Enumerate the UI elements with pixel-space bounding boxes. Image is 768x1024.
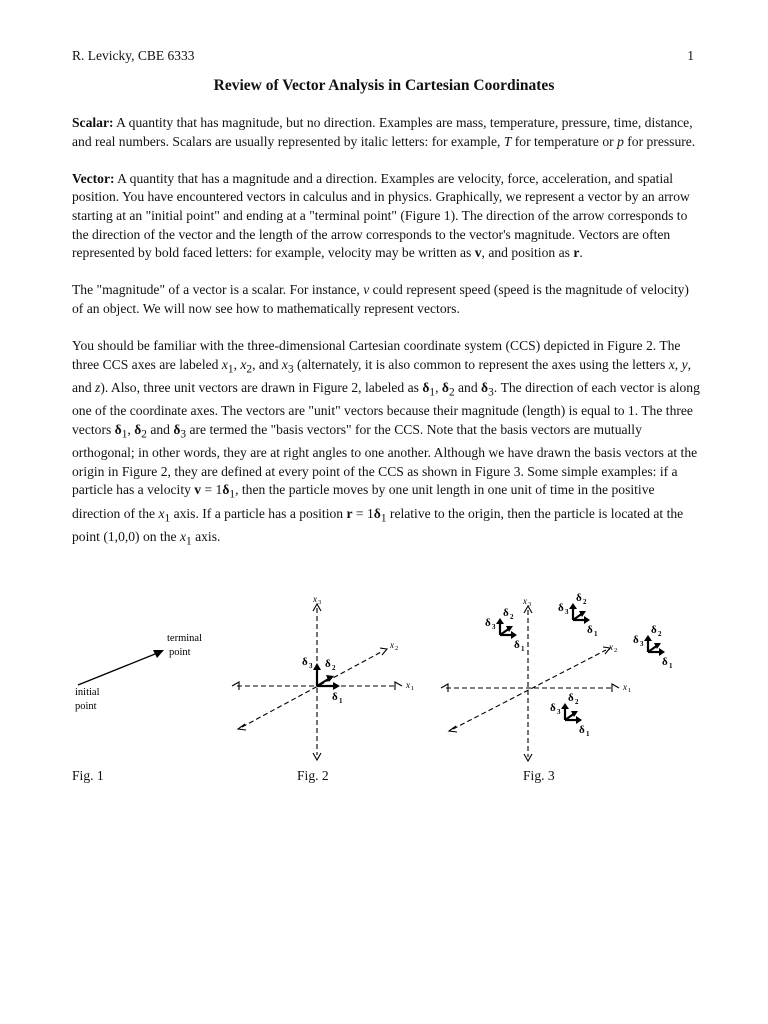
axis-label: x <box>221 356 228 372</box>
figure-2-drawing <box>225 590 425 765</box>
delta-2-label: δ <box>576 592 582 604</box>
figure-3-caption: Fig. 3 <box>523 768 555 783</box>
page-header <box>72 48 696 68</box>
ccs-text: , then the particle moves by one unit length in one unit of time in the positive direction of the <box>72 482 655 521</box>
delta-symbol: δ <box>173 421 181 437</box>
figure-1-caption: Fig. 1 <box>72 768 104 783</box>
delta-symbol: δ <box>481 380 489 396</box>
scalar-symbol-p: p <box>617 133 624 149</box>
basis-vector-1-head <box>659 648 665 656</box>
ccs-text: , <box>674 356 682 372</box>
delta-subscript: 2 <box>448 386 455 399</box>
basis-vector-1-head <box>576 716 582 724</box>
delta-3-label: δ <box>550 702 556 714</box>
delta-subscript: 2 <box>141 428 147 441</box>
x1-axis-arrowhead <box>612 684 619 692</box>
scalar-text: for pressure. <box>623 133 696 149</box>
x3-axis-label-subscript: 3 <box>528 601 532 608</box>
x2-axis-label-subscript: 2 <box>614 647 618 654</box>
delta-2-label: δ <box>325 658 331 670</box>
delta-1-label-subscript: 1 <box>594 630 598 638</box>
figure-2-caption: Fig. 2 <box>297 768 329 783</box>
initial-point-label: initial <box>75 687 100 698</box>
ccs-text: = 1 <box>352 505 374 521</box>
delta-symbol: δ <box>441 380 449 396</box>
magnitude-symbol-v: v <box>363 282 370 298</box>
delta-1-label-subscript: 1 <box>339 697 343 705</box>
delta-2-label-subscript: 2 <box>575 698 579 706</box>
page-title: Review of Vector Analysis in Cartesian Coordinates <box>213 77 555 94</box>
delta-3-subscript: 3 <box>309 662 313 670</box>
delta-subscript: 3 <box>488 386 494 399</box>
magnitude-text: could represent speed (speed is the magnitude of velocity) of an object. We will now see how to mathematically represent vectors. <box>72 282 689 316</box>
axis-label: x <box>179 529 187 545</box>
delta-2-label: δ <box>568 692 574 704</box>
ccs-text: relative to the origin, then the particle is located at the point (1,0,0) on the <box>72 505 684 545</box>
delta-1-label-subscript: 1 <box>669 662 673 670</box>
delta-1-label: δ <box>579 724 585 736</box>
scalar-text: A quantity that has magnitude, but no direction. Examples are mass, temperature, pressure, time, distance, and real numbers. Scalars are usually represented by italic letters: for example, <box>72 115 693 149</box>
delta-subscript: 1 <box>380 512 387 525</box>
ccs-text: axis. <box>191 529 221 545</box>
delta-1-label: δ <box>514 639 520 651</box>
scalar-symbol-t: T <box>503 133 512 149</box>
ccs-paragraph <box>72 337 700 551</box>
delta-2-label: δ <box>651 624 657 636</box>
axis-label: x <box>158 505 165 521</box>
delta-subscript: 1 <box>121 428 128 441</box>
ccs-text: = 1 <box>201 482 223 498</box>
delta-subscript: 3 <box>180 428 187 441</box>
figure-2 <box>225 590 425 765</box>
scalar-paragraph <box>72 114 700 151</box>
vector-text: A quantity that has a magnitude and a direction. Examples are velocity, force, acceleration, and spatial position. You have encountered vectors in calculus and in physics. Graphically, we represent a vector by an arrow starting at an "initial point" and ending at a "terminal point" (Figure 1). The direction of the arrow corresponds to the direction of the vector and the length of the arrow corresponds to the vector's magnitude. Vectors are often represented by bold faced letters: for example, velocity may be written as <box>72 170 690 261</box>
x2-axis-label-subscript: 2 <box>395 645 399 652</box>
axis-subscript: 1 <box>186 535 192 548</box>
delta-3-label: δ <box>302 656 308 668</box>
delta-1-label-subscript: 1 <box>586 730 590 738</box>
delta-2-label-subscript: 2 <box>583 598 587 606</box>
delta-2-label-subscript: 2 <box>332 664 336 672</box>
axis-subscript: 3 <box>287 363 294 376</box>
delta-symbol: δ <box>422 380 430 396</box>
basis-vector-1-head <box>333 682 340 690</box>
ccs-text: , and <box>252 356 282 372</box>
x1-axis-label: x <box>406 680 410 690</box>
delta-1-label-subscript: 1 <box>521 645 525 653</box>
figure-1 <box>60 625 220 725</box>
ccs-text: axis. If a particle has a position <box>170 505 347 521</box>
figure-1-drawing <box>60 625 220 725</box>
axis-subscript: 1 <box>227 363 234 376</box>
x2-axis-label: x <box>609 642 613 652</box>
ccs-text: , <box>127 421 135 437</box>
header-author: R. Levicky, CBE 6333 <box>72 48 195 63</box>
ccs-text: and <box>454 380 482 396</box>
ccs-text: You should be familiar with the three-dimensional Cartesian coordinate system (CCS) depicted in Figure 2. The three CCS axes are labeled <box>72 338 681 372</box>
position-symbol: r <box>346 505 353 521</box>
delta-symbol: δ <box>222 482 230 498</box>
x2-axis <box>453 650 606 729</box>
x1-axis-label: x <box>623 682 627 692</box>
x1-axis-arrowhead <box>395 682 402 690</box>
delta-3-label-subscript: 3 <box>640 640 644 648</box>
x2-axis <box>242 651 383 727</box>
terminal-point-label: terminal <box>167 633 202 644</box>
x1-axis-label-subscript: 1 <box>411 685 415 692</box>
axis-label: x <box>281 356 288 372</box>
scalar-term: Scalar: <box>72 115 114 130</box>
document-body <box>72 114 700 570</box>
vector-arrow-shaft <box>78 652 160 685</box>
ccs-text: are termed the "basis vectors" for the CCS. Note that the basis vectors are mutually orthogonal; in other words, they are at right angles to one another. Although we have drawn the basis vectors at the origin in Figure 2, they are defined at every point of the CCS as shown in Figure 3. Some simple examples: if a particle has a velocity <box>72 421 698 498</box>
delta-1-label: δ <box>587 624 593 636</box>
delta-3-label-subscript: 3 <box>492 623 496 631</box>
terminal-point-label: point <box>169 647 191 658</box>
ccs-text: ). Also, three unit vectors are drawn in Figure 2, labeled as <box>100 380 423 396</box>
vector-paragraph <box>72 170 700 263</box>
x3-axis-label-subscript: 3 <box>318 599 322 606</box>
initial-point-label: point <box>75 701 97 712</box>
delta-3-label: δ <box>485 617 491 629</box>
delta-2-label: δ <box>503 607 509 619</box>
delta-2-label-subscript: 2 <box>510 613 514 621</box>
delta-3-label: δ <box>558 602 564 614</box>
magnitude-paragraph <box>72 281 700 318</box>
vector-text: , and position as <box>481 245 574 261</box>
basis-vector-1-head <box>511 631 517 639</box>
basis-vector-1-head <box>584 616 590 624</box>
delta-symbol: δ <box>373 505 381 521</box>
delta-subscript: 1 <box>429 386 436 399</box>
x3-axis-label: x <box>523 596 527 606</box>
ccs-text: (alternately, it is also common to represent the axes using the letters <box>293 356 669 372</box>
ccs-text: . The direction of each vector is along one of the coordinate axes. The vectors are "unit" vectors because their magnitude (length) is equal to 1. The three vectors <box>72 380 700 437</box>
axis-letter: y <box>681 356 688 372</box>
delta-2-label-subscript: 2 <box>658 630 662 638</box>
x3-axis-label: x <box>313 594 317 604</box>
axis-letter: x <box>668 356 675 372</box>
delta-3-label: δ <box>633 634 639 646</box>
delta-1-label: δ <box>332 691 338 703</box>
ccs-text: , <box>435 380 442 396</box>
basis-vector-3-head <box>313 663 321 670</box>
delta-symbol: δ <box>114 421 122 437</box>
x2-axis-arrowhead <box>380 648 387 655</box>
delta-3-label-subscript: 3 <box>557 708 561 716</box>
axis-letter: z <box>95 380 101 396</box>
page-number: 1 <box>687 48 694 63</box>
delta-symbol: δ <box>134 421 142 437</box>
axis-subscript: 2 <box>246 363 253 376</box>
velocity-symbol: v <box>194 482 202 498</box>
figure-3-drawing <box>436 590 696 765</box>
delta-subscript: 1 <box>229 489 236 502</box>
ccs-text: , and <box>72 356 692 396</box>
vector-symbol-v: v <box>474 245 482 261</box>
basis-vector-triads <box>485 592 673 738</box>
vector-symbol-r: r <box>573 245 580 261</box>
vector-term: Vector: <box>72 170 115 186</box>
vector-text: . <box>579 245 583 261</box>
x1-axis-label-subscript: 1 <box>628 687 632 694</box>
ccs-text: and <box>146 421 174 437</box>
delta-3-label-subscript: 3 <box>565 608 569 616</box>
ccs-text: , <box>233 356 241 372</box>
axis-subscript: 1 <box>164 512 171 525</box>
scalar-text: for temperature or <box>511 133 618 149</box>
axis-label: x <box>240 356 247 372</box>
x2-axis-label: x <box>390 640 394 650</box>
magnitude-text: The "magnitude" of a vector is a scalar. For instance, <box>72 282 364 298</box>
delta-1-label: δ <box>662 656 668 668</box>
figure-3 <box>436 590 696 765</box>
